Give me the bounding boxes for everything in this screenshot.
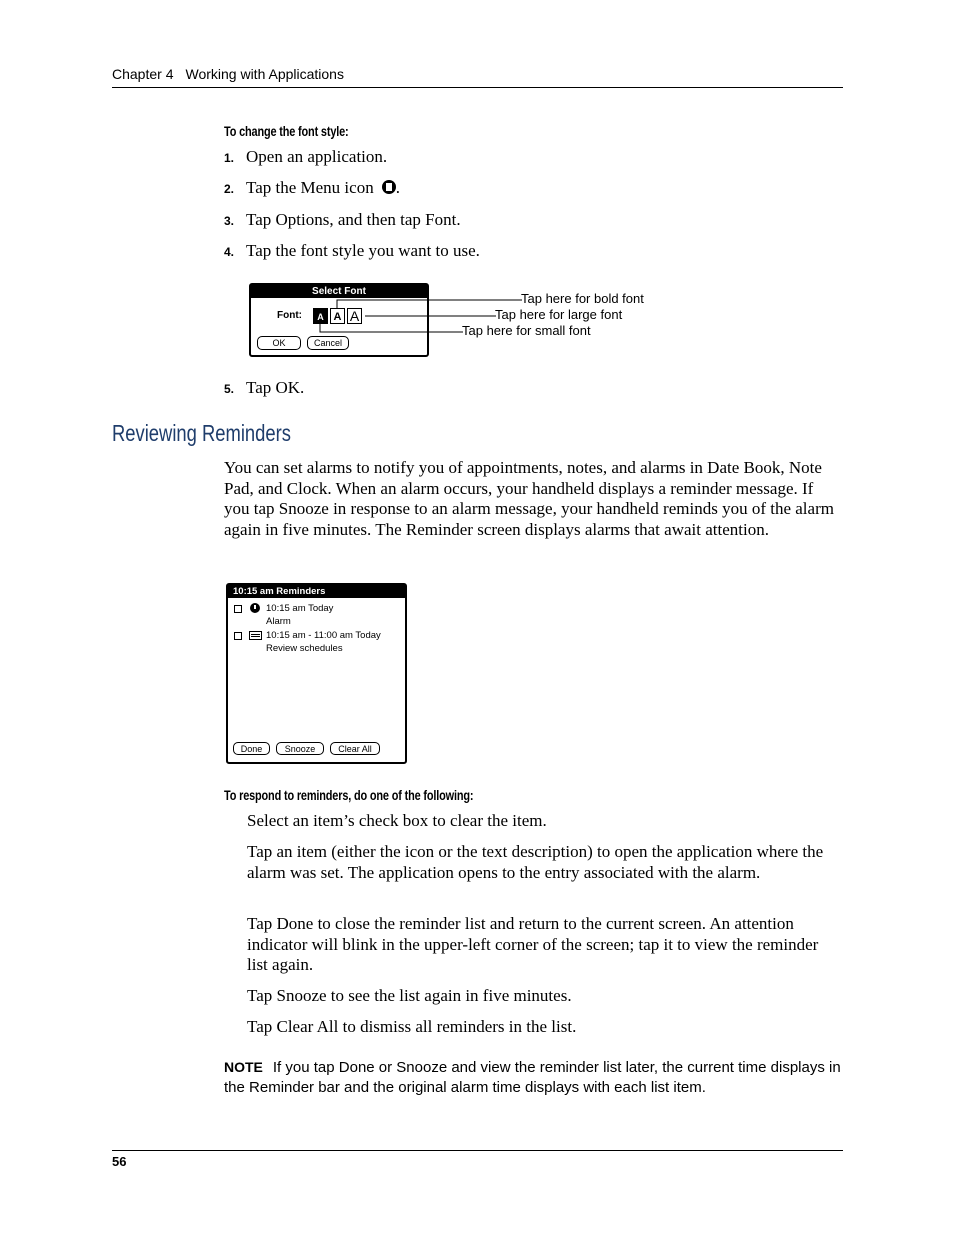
reminder-bar: 10:15 am Reminders	[228, 585, 405, 598]
font-step-2	[224, 178, 400, 198]
respond-option-2: Tap an item (either the icon or the text description) to open the application where the alarm was set. The application opens to the entry associated with the alarm.	[247, 842, 824, 882]
reminder-description[interactable]: Alarm	[266, 616, 291, 627]
step-number: 5.	[224, 382, 235, 396]
respond-option-3: Tap Done to close the reminder list and return to the current screen. An attention indicator will blink in the upper-left corner of the screen; tap it to view the reminder list again.	[247, 914, 819, 974]
reminder-time[interactable]: 10:15 am Today	[266, 603, 334, 614]
step-text: Open an application.	[246, 147, 388, 166]
reminder-checkbox[interactable]	[234, 605, 242, 613]
font-procedure-heading: To change the font style:	[224, 123, 349, 139]
font-step-3	[224, 210, 461, 230]
step-text: Tap the Menu icon	[246, 178, 374, 197]
section-intro: You can set alarms to notify you of appointments, notes, and alarms in Date Book, Note Pad, and Clock. When an alarm occurs, your handheld displays a reminder message. If you tap Snooze in response to an alarm message, your handheld reminds you of the alarm again in five minutes. The Reminder screen displays alarms that await attention.	[224, 458, 834, 539]
bold-font-callout: Tap here for bold font	[521, 291, 644, 306]
small-leader-line	[320, 324, 463, 332]
reminder-time[interactable]: 10:15 am - 11:00 am Today	[266, 630, 381, 641]
respond-option-5: Tap Clear All to dismiss all reminders in the list.	[247, 1017, 577, 1036]
font-step-4	[224, 241, 480, 261]
large-font-callout: Tap here for large font	[495, 307, 623, 322]
respond-procedure-heading: To respond to reminders, do one of the following:	[224, 787, 474, 803]
clock-icon[interactable]	[250, 603, 260, 613]
font-label: Font:	[277, 310, 302, 321]
small-font-callout: Tap here for small font	[462, 323, 591, 338]
snooze-button[interactable]: Snooze	[276, 742, 324, 755]
clear-all-button[interactable]: Clear All	[330, 742, 380, 755]
datebook-icon[interactable]	[249, 631, 262, 640]
section-title: Reviewing Reminders	[112, 420, 291, 446]
step-number: 1.	[224, 151, 235, 165]
menu-icon	[382, 180, 396, 194]
bold-font-button[interactable]: A	[330, 308, 345, 324]
reminders-screen	[226, 583, 407, 764]
step-number: 3.	[224, 214, 235, 228]
footer-rule	[112, 1150, 843, 1151]
step-text: Tap the font style you want to use.	[246, 241, 480, 260]
reminder-description[interactable]: Review schedules	[266, 643, 343, 654]
step-text: Tap OK.	[246, 378, 305, 397]
dialog-title: Select Font	[251, 285, 427, 298]
step-text: Tap Options, and then tap Font.	[246, 210, 461, 229]
step-number: 2.	[224, 182, 235, 196]
note	[224, 1058, 844, 1097]
large-font-button[interactable]: A	[347, 308, 362, 324]
step-suffix: .	[395, 178, 400, 197]
note-text: If you tap Done or Snooze and view the reminder list later, the current time displays in the Reminder bar and the original alarm time displays with each list item.	[224, 1059, 841, 1096]
ok-button[interactable]: OK	[257, 336, 301, 350]
chapter-number: Chapter 4	[112, 66, 174, 82]
step-number: 4.	[224, 245, 235, 259]
page-number: 56	[112, 1154, 127, 1169]
running-header	[112, 66, 344, 82]
reminder-checkbox[interactable]	[234, 632, 242, 640]
cancel-button[interactable]: Cancel	[307, 336, 349, 350]
header-rule	[112, 87, 843, 88]
font-step-1	[224, 147, 387, 167]
respond-option-4: Tap Snooze to see the list again in five minutes.	[247, 986, 572, 1005]
done-button[interactable]: Done	[233, 742, 270, 755]
chapter-title: Working with Applications	[185, 66, 344, 82]
small-font-button[interactable]: A	[313, 308, 328, 324]
respond-option-1: Select an item’s check box to clear the item.	[247, 811, 547, 830]
note-label: NOTE	[224, 1059, 263, 1075]
font-step-5	[224, 378, 304, 398]
